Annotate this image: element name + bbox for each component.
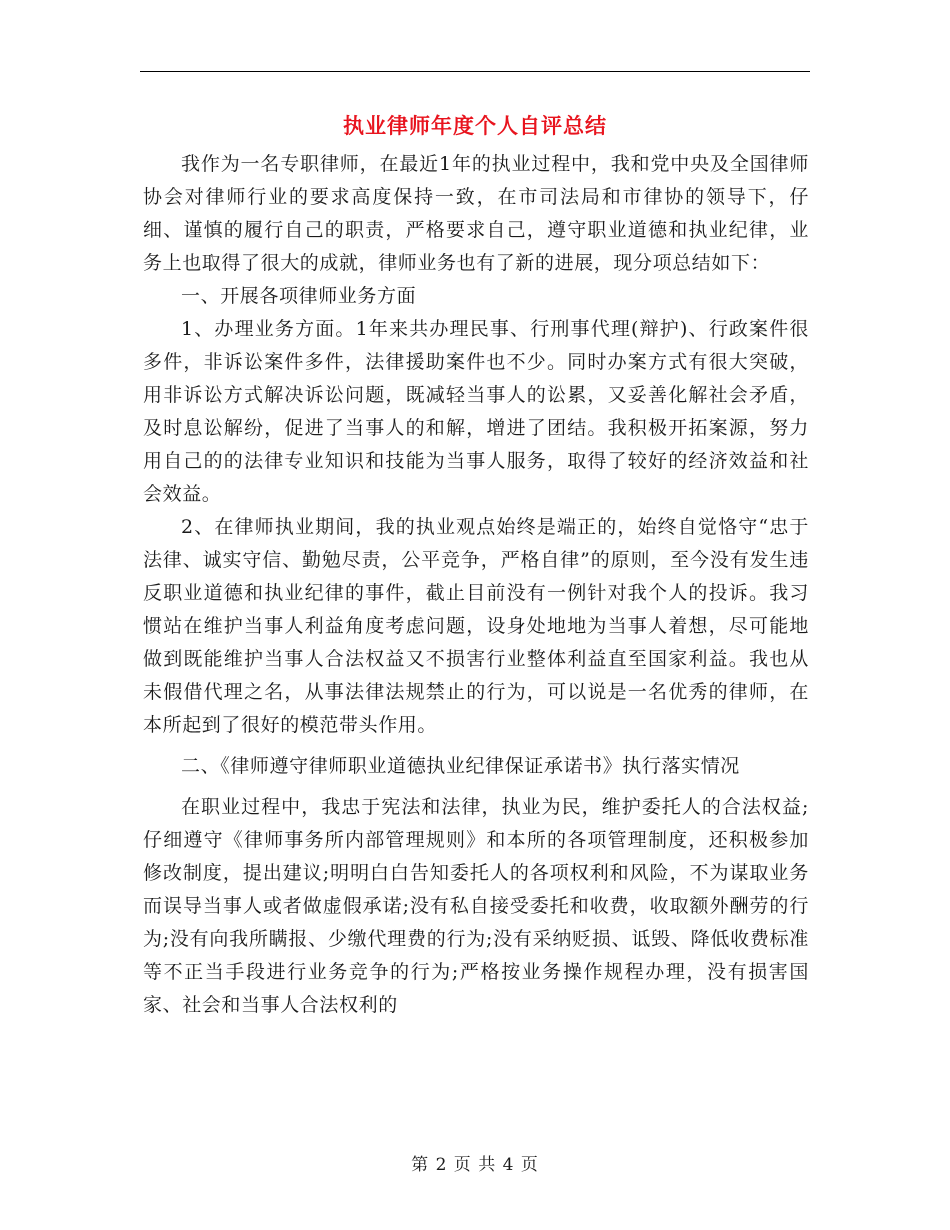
paragraph-item-2: 2、在律师执业期间，我的执业观点始终是端正的，始终自觉恪守“忠于法律、诚实守信、勤勉尽责，公平竞争，严格自律”的原则，至今没有发生违反职业道德和执业纪律的事件，截止目前没有一例针对我个人的投诉。我习惯站在维护当事人利益角度考虑问题，设身处地地为当事人着想，尽可能地做到既能维护当事人合法权益又不损害行业整体利益直至国家利益。我也从未假借代理之名，从事法律法规禁止的行为，可以说是一名优秀的律师，在本所起到了很好的模范带头作用。: [143, 516, 809, 736]
paragraph-intro: 我作为一名专职律师，在最近1年的执业过程中，我和党中央及全国律师协会对律师行业的要求高度保持一致，在市司法局和市律协的领导下，仔细、谨慎的履行自己的职责，严格要求自己，遵守职业道德和执业纪律，业务上也取得了很大的成就，律师业务也有了新的进展，现分项总结如下：: [143, 153, 809, 274]
document-body: [143, 148, 809, 1022]
paragraph-section-2: 在职业过程中，我忠于宪法和法律，执业为民，维护委托人的合法权益;仔细遵守《律师事务所内部管理规则》和本所的各项管理制度，还积极参加修改制度，提出建议;明明白白告知委托人的各项权利和风险，不为谋取业务而误导当事人或者做虚假承诺;没有私自接受委托和收费，收取额外酬劳的行为;没有向我所瞒报、少缴代理费的行为;没有采纳贬损、诋毁、降低收费标准等不正当手段进行业务竞争的行为;严格按业务操作规程办理，没有损害国家、社会和当事人合法权利的: [143, 796, 809, 1016]
section-heading-2: 二、《律师遵守律师职业道德执业纪律保证承诺书》执行落实情况: [181, 755, 740, 777]
header-rule: [140, 71, 810, 72]
document-title: 执业律师年度个人自评总结: [343, 113, 607, 138]
page-number: 第 2 页 共 4 页: [411, 1155, 539, 1175]
paragraph-item-1: 1、办理业务方面。1年来共办理民事、行刑事代理(辩护)、行政案件很多件，非诉讼案件多件，法律援助案件也不少。同时办案方式有很大突破，用非诉讼方式解决诉讼问题，既减轻当事人的讼累，又妥善化解社会矛盾，及时息讼解纷，促进了当事人的和解，增进了团结。我积极开拓案源，努力用自己的的法律专业知识和技能为当事人服务，取得了较好的经济效益和社会效益。: [143, 318, 809, 505]
section-heading-1: 一、开展各项律师业务方面: [181, 285, 417, 307]
